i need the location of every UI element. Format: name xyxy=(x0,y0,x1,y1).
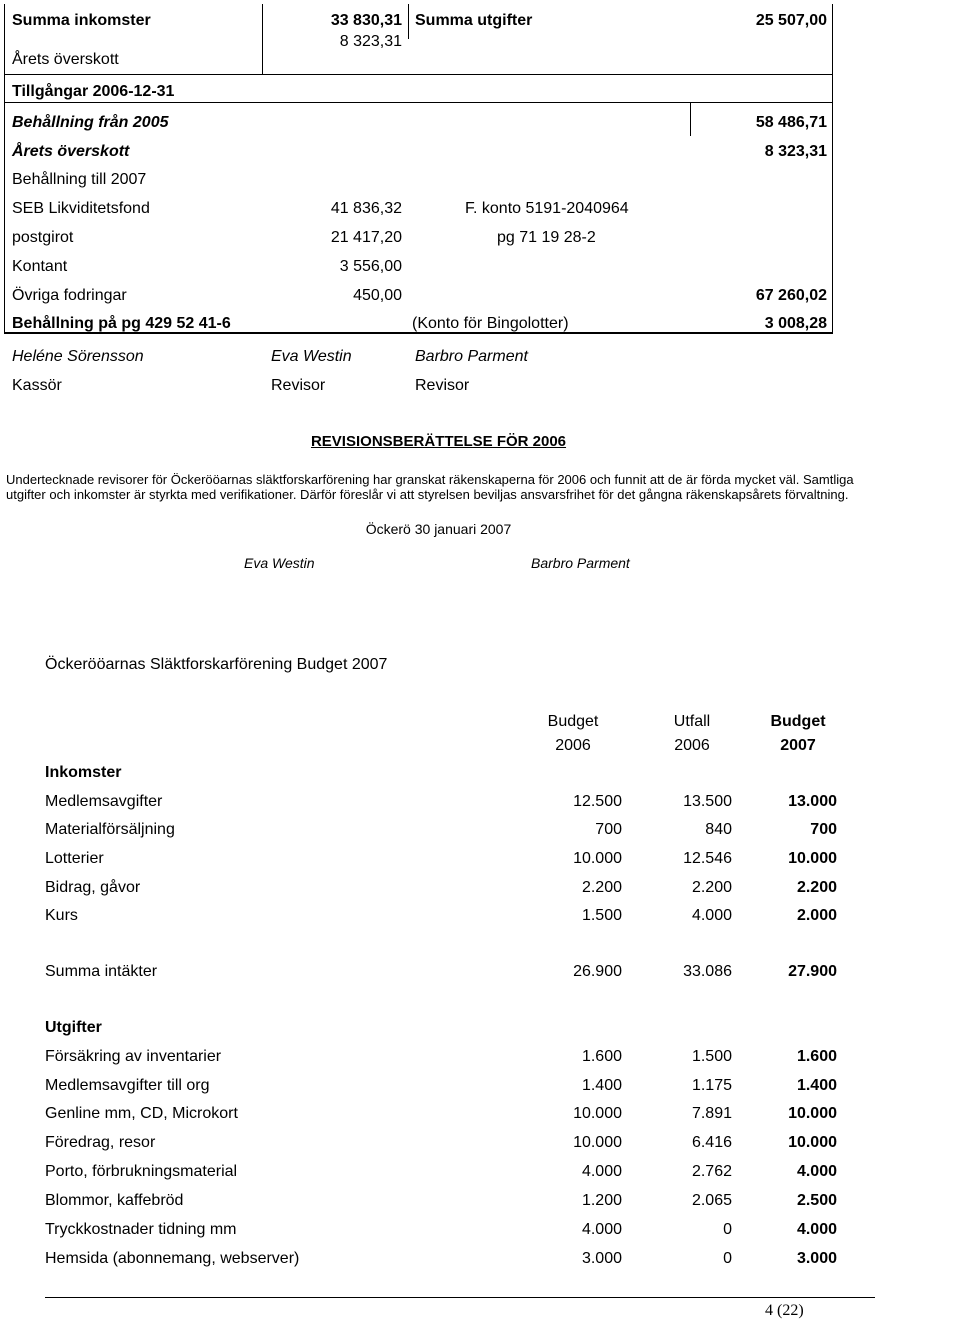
signature-role-1: Kassör xyxy=(12,377,62,394)
expense-row-utfall-2006: 2.762 xyxy=(691,1163,732,1180)
expense-row-label: Hemsida (abonnemang, webserver) xyxy=(45,1250,300,1267)
signature-role-3: Revisor xyxy=(415,377,470,394)
table-divider-2 xyxy=(408,4,409,39)
summa-intakter-budget-2007: 27.900 xyxy=(788,963,837,980)
revision-heading: REVISIONSBERÄTTELSE FÖR 2006 xyxy=(310,433,567,450)
income-row-budget-2007: 10.000 xyxy=(788,850,837,867)
row-line-1 xyxy=(4,74,833,75)
expense-row-label: Porto, förbrukningsmaterial xyxy=(45,1163,238,1180)
income-row-label: Lotterier xyxy=(45,850,104,867)
expense-row-budget-2007: 4.000 xyxy=(796,1221,837,1238)
expense-row-budget-2007: 1.600 xyxy=(796,1048,837,1065)
revision-text-line-2: utgifter och inkomster är styrkta med verifikationer. Därför föreslår vi att styrelsen beviljas ansvarsfrihet för det gångna räkenskapsårets förvaltning. xyxy=(6,487,849,502)
income-row-budget-2006: 12.500 xyxy=(573,793,622,810)
expense-row-budget-2006: 4.000 xyxy=(581,1221,622,1238)
expense-row-label: Försäkring av inventarier xyxy=(45,1048,222,1065)
expense-row-utfall-2006: 2.065 xyxy=(691,1192,732,1209)
expense-row-label: Föredrag, resor xyxy=(45,1134,156,1151)
revision-signature-2: Barbro Parment xyxy=(531,555,630,571)
expense-row-budget-2006: 3.000 xyxy=(581,1250,622,1267)
expense-row-budget-2006: 4.000 xyxy=(581,1163,622,1180)
expense-row-budget-2007: 10.000 xyxy=(788,1134,837,1151)
budget-title: Öckerööarnas Släktforskarförening Budget 2007 xyxy=(45,656,388,673)
income-row-budget-2007: 2.200 xyxy=(796,879,837,896)
expense-row-utfall-2006: 7.891 xyxy=(691,1105,732,1122)
income-row-label: Materialförsäljning xyxy=(45,821,175,838)
col-header-budget-2006: Budget xyxy=(547,713,599,730)
revision-place-date: Öckerö 30 januari 2007 xyxy=(365,521,512,537)
postgirot-value: 21 417,20 xyxy=(330,229,402,246)
signature-role-2: Revisor xyxy=(271,377,326,394)
ovriga-value: 450,00 xyxy=(353,287,402,304)
summa-inkomster-label: Summa inkomster xyxy=(12,12,151,29)
expense-row-utfall-2006: 1.175 xyxy=(691,1077,732,1094)
col-header-budget-2006-year: 2006 xyxy=(555,737,591,754)
signature-name-2: Eva Westin xyxy=(271,348,352,365)
signature-name-3: Barbro Parment xyxy=(415,348,528,365)
income-row-label: Kurs xyxy=(45,907,78,924)
utgifter-heading: Utgifter xyxy=(45,1019,102,1036)
expense-row-label: Tryckkostnader tidning mm xyxy=(45,1221,237,1238)
overskott-top-value: 8 323,31 xyxy=(339,33,402,50)
summa-intakter-utfall-2006: 33.086 xyxy=(683,963,732,980)
bingo-value: 3 008,28 xyxy=(764,315,827,332)
income-row-budget-2007: 2.000 xyxy=(796,907,837,924)
income-row-budget-2006: 700 xyxy=(595,821,622,838)
summa-utgifter-label: Summa utgifter xyxy=(415,12,533,29)
income-row-budget-2007: 700 xyxy=(810,821,837,838)
footer-rule xyxy=(45,1297,875,1298)
income-row-budget-2006: 10.000 xyxy=(573,850,622,867)
kontant-label: Kontant xyxy=(12,258,68,275)
summa-intakter-budget-2006: 26.900 xyxy=(573,963,622,980)
expense-row-budget-2007: 10.000 xyxy=(788,1105,837,1122)
col-header-budget-2007: Budget xyxy=(770,713,826,730)
expense-row-budget-2006: 1.200 xyxy=(581,1192,622,1209)
income-row-budget-2006: 2.200 xyxy=(581,879,622,896)
revision-text-line-1: Undertecknade revisorer för Öckerööarnas släktforskarförening har granskat räkenskaperna för 2006 och funnit att de är förda mycket väl. Samtliga xyxy=(6,472,854,487)
behallning-2005-value: 58 486,71 xyxy=(755,114,827,131)
income-row-label: Bidrag, gåvor xyxy=(45,879,141,896)
income-row-budget-2007: 13.000 xyxy=(788,793,837,810)
expense-row-budget-2006: 10.000 xyxy=(573,1105,622,1122)
kontant-value: 3 556,00 xyxy=(339,258,402,275)
expense-row-budget-2007: 2.500 xyxy=(796,1192,837,1209)
bingo-pg-label: Behållning på pg 429 52 41-6 xyxy=(12,315,231,332)
behallning-2005-label: Behållning från 2005 xyxy=(12,114,169,131)
arets-overskott-2-value: 8 323,31 xyxy=(764,143,827,160)
inkomster-heading: Inkomster xyxy=(45,764,122,781)
expense-row-budget-2006: 10.000 xyxy=(573,1134,622,1151)
expense-row-budget-2007: 4.000 xyxy=(796,1163,837,1180)
income-row-utfall-2006: 12.546 xyxy=(683,850,732,867)
income-row-label: Medlemsavgifter xyxy=(45,793,163,810)
postgirot-label: postgirot xyxy=(12,229,74,246)
expense-row-label: Medlemsavgifter till org xyxy=(45,1077,210,1094)
expense-row-budget-2007: 3.000 xyxy=(796,1250,837,1267)
summa-utgifter-value: 25 507,00 xyxy=(755,12,827,29)
revision-signature-1: Eva Westin xyxy=(244,555,315,571)
row-line-2 xyxy=(4,102,833,103)
seb-label: SEB Likviditetsfond xyxy=(12,200,150,217)
expense-row-budget-2007: 1.400 xyxy=(796,1077,837,1094)
table-right-border xyxy=(832,4,833,333)
pg-label: pg 71 19 28-2 xyxy=(497,229,596,246)
ovriga-total: 67 260,02 xyxy=(755,287,827,304)
fkonto-label: F. konto 5191-2040964 xyxy=(465,200,629,217)
arets-overskott-label: Årets överskott xyxy=(12,51,119,68)
expense-row-budget-2006: 1.400 xyxy=(581,1077,622,1094)
expense-row-utfall-2006: 0 xyxy=(723,1221,732,1238)
expense-row-utfall-2006: 6.416 xyxy=(691,1134,732,1151)
col-header-budget-2007-year: 2007 xyxy=(780,737,816,754)
income-row-utfall-2006: 4.000 xyxy=(691,907,732,924)
page-number: 4 (22) xyxy=(765,1302,804,1319)
income-row-utfall-2006: 840 xyxy=(705,821,732,838)
expense-row-label: Genline mm, CD, Microkort xyxy=(45,1105,238,1122)
table-left-border xyxy=(4,4,5,333)
signature-name-1: Heléne Sörensson xyxy=(12,348,144,365)
behallning-2007-label: Behållning till 2007 xyxy=(12,171,147,188)
summa-inkomster-value: 33 830,31 xyxy=(330,12,402,29)
col-header-utfall-2006-year: 2006 xyxy=(674,737,710,754)
expense-row-label: Blommor, kaffebröd xyxy=(45,1192,184,1209)
seb-value: 41 836,32 xyxy=(330,200,402,217)
expense-row-utfall-2006: 1.500 xyxy=(691,1048,732,1065)
expense-row-budget-2006: 1.600 xyxy=(581,1048,622,1065)
bingo-konto-label: (Konto för Bingolotter) xyxy=(412,315,569,332)
col-header-utfall-2006: Utfall xyxy=(673,713,711,730)
income-row-utfall-2006: 13.500 xyxy=(683,793,732,810)
arets-overskott-2-label: Årets överskott xyxy=(12,143,130,160)
ovriga-label: Övriga fodringar xyxy=(12,287,127,304)
expense-row-utfall-2006: 0 xyxy=(723,1250,732,1267)
income-row-utfall-2006: 2.200 xyxy=(691,879,732,896)
summa-intakter-label: Summa intäkter xyxy=(45,963,158,980)
tillgangar-label: Tillgångar 2006-12-31 xyxy=(12,83,175,100)
income-row-budget-2006: 1.500 xyxy=(581,907,622,924)
